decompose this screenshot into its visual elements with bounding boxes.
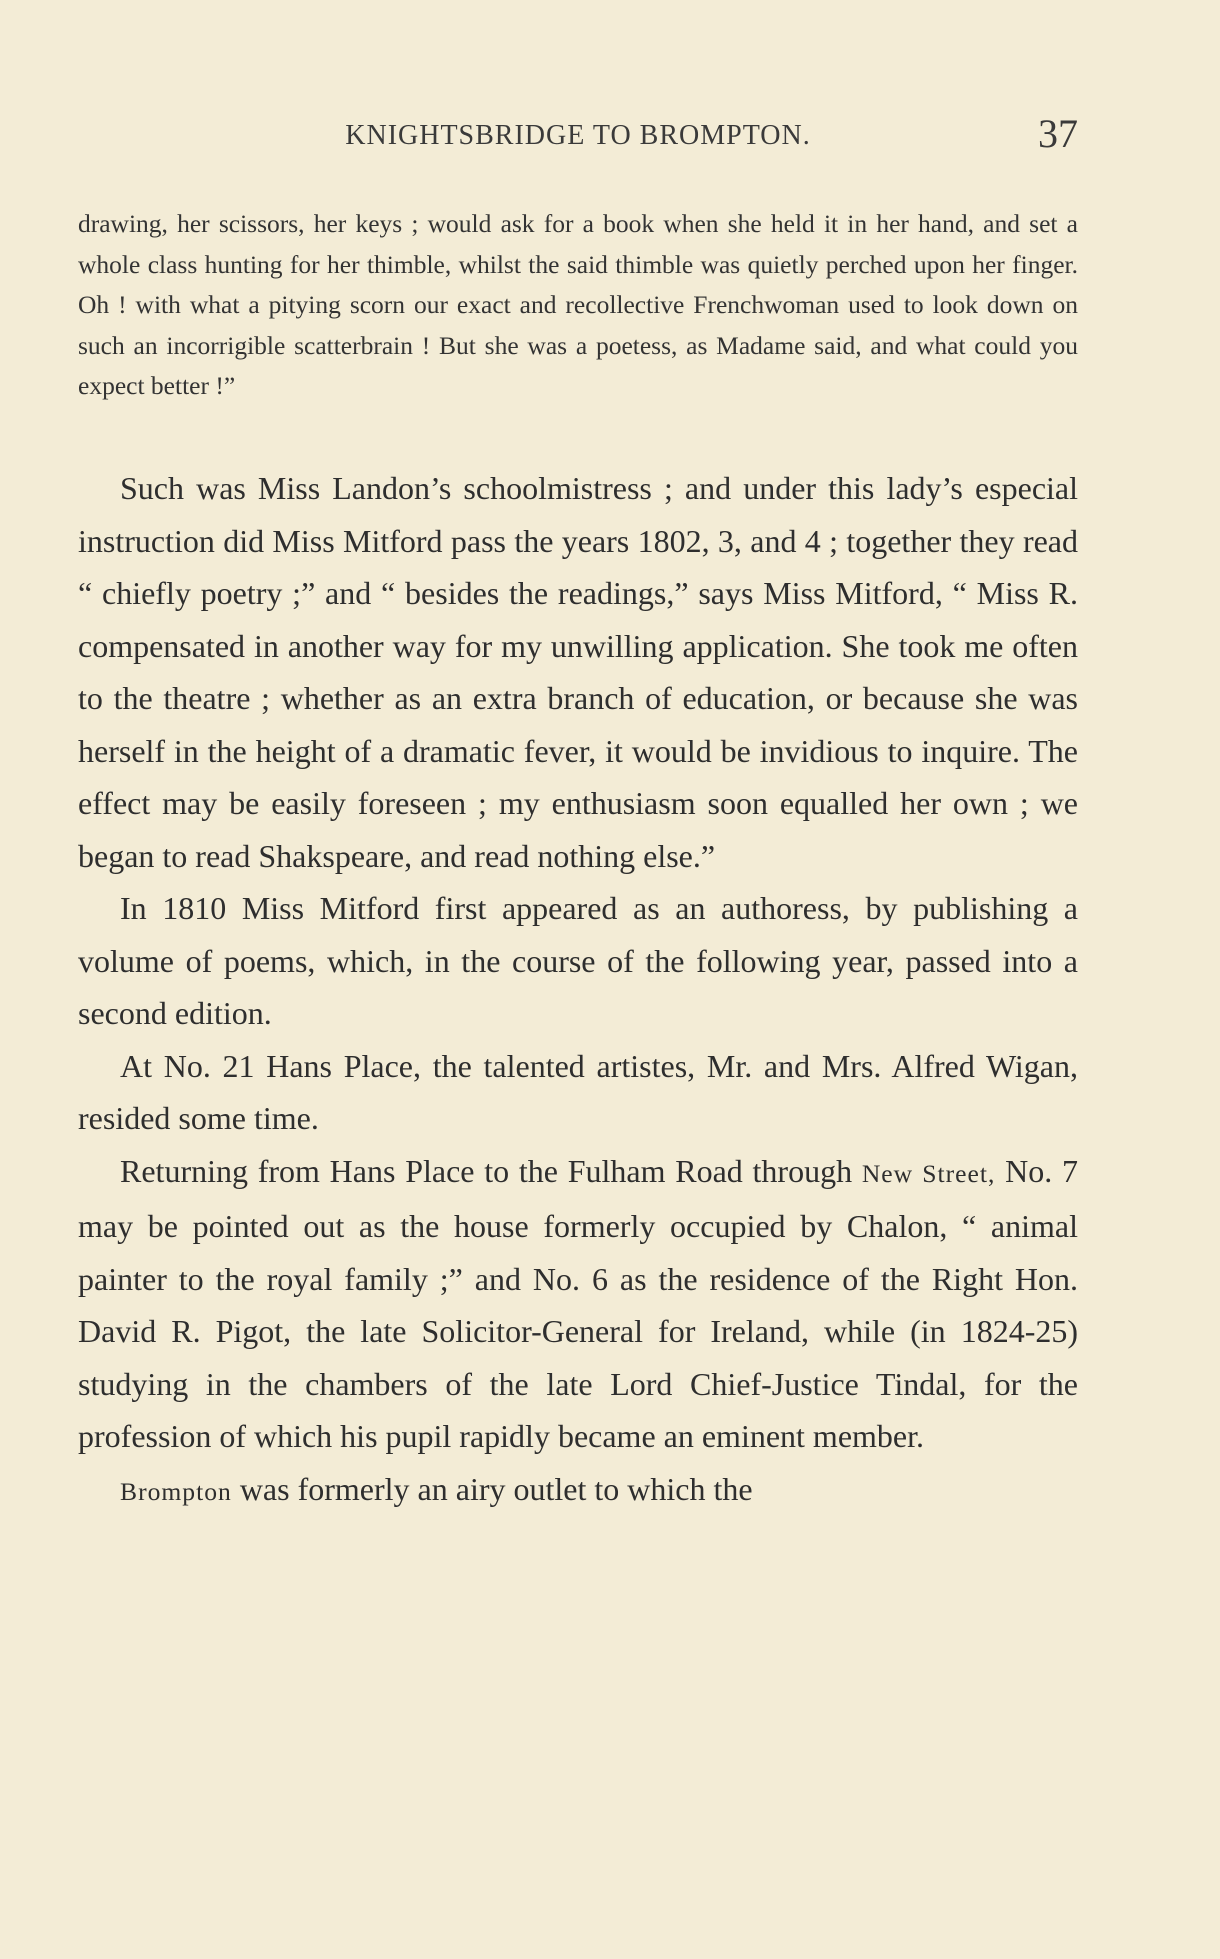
quoted-extract xyxy=(78,204,1078,407)
paragraph-brompton-rest: was formerly an airy outlet to which the xyxy=(239,1470,753,1507)
paragraph-mitford-authoress: In 1810 Miss Mitford first appeared as an authoress, by publishing a volume of poems, which, in the course of the following year, passed into a second edition. xyxy=(78,890,1078,1031)
paragraph-hans-place: At No. 21 Hans Place, the talented artistes, Mr. and Mrs. Alfred Wigan, resided some time. xyxy=(78,1047,1078,1136)
page-number: 37 xyxy=(1038,111,1078,156)
paragraph-landon-schoolmistress: Such was Miss Landon’s schoolmistress ; and under this lady’s especial instruction did Miss Mitford pass the years 1802, 3, and 4 ; together they read “ chiefly poetry ;” and “ besides the readings,” says Miss Mitford, “ Miss R. compensated in another way for my unwilling application. She took me often to the theatre ; whether as an extra branch of education, or because she was herself in the height of a dramatic fever, it would be invidious to inquire. The effect may be easily foreseen ; my enthusiasm soon equalled her own ; we began to read Shakspeare, and read nothing else.” xyxy=(78,470,1078,874)
paragraph-new-street-start: Returning from Hans Place to the Fulham Road through xyxy=(120,1152,853,1189)
running-title: KNIGHTSBRIDGE TO BROMPTON. xyxy=(345,120,811,151)
brompton-name: Brompton xyxy=(120,1476,232,1506)
paragraph-brompton xyxy=(78,1463,1078,1519)
extract-text: drawing, her scissors, her keys ; would ask for a book when she held it in her hand, and set a whole class hunting for her thimble, whilst the said thimble was quietly perched upon her finger. Oh ! with what a pitying scorn our exact and recollective Frenchwoman used to look down on such an incorrigible scatterbrain ! But she was a poetess, as Madame said, and what could you expect better !” xyxy=(78,209,1078,400)
new-street-name: New Street, xyxy=(861,1158,996,1188)
paragraph-new-street xyxy=(78,1145,1078,1463)
body-text xyxy=(78,462,1078,1518)
running-head xyxy=(78,110,1078,158)
paragraph-new-street-rest: No. 7 may be pointed out as the house formerly occupied by Chalon, “ animal painter to the royal family ;” and No. 6 as the residence of the Right Hon. David R. Pigot, the late Solicitor-General for Ireland, while (in 1824-25) studying in the chambers of the late Lord Chief-Justice Tindal, for the profession of which his pupil rapidly became an eminent member. xyxy=(78,1152,1079,1454)
